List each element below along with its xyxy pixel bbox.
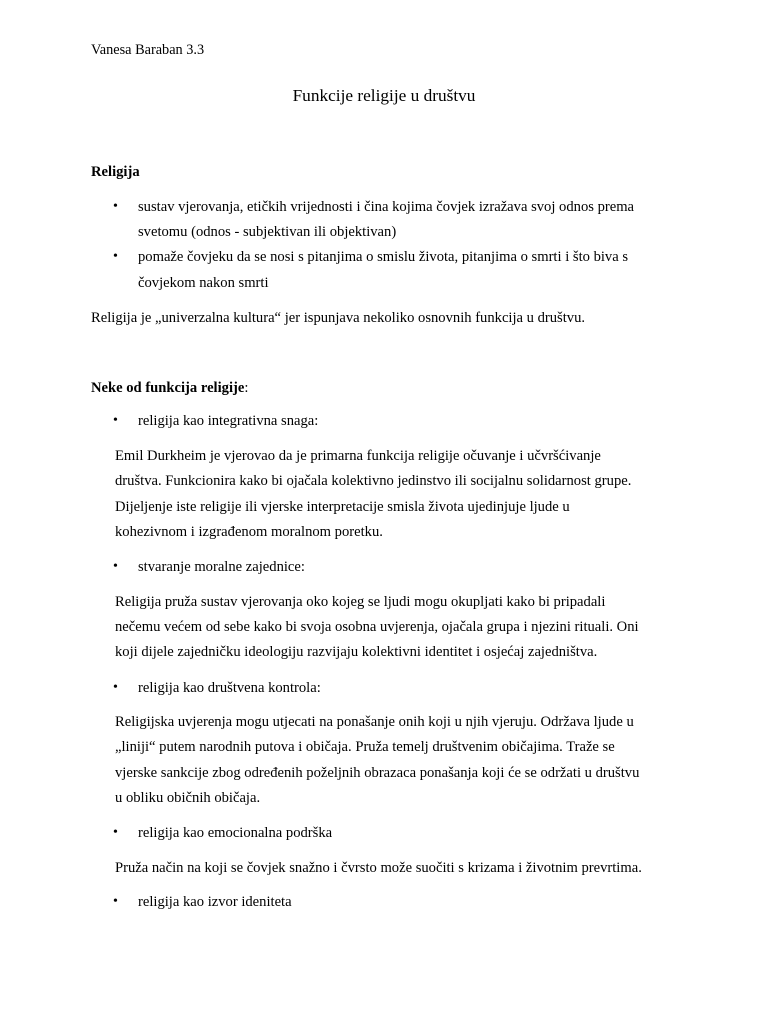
paragraph-line: nečemu većem od sebe kako bi svoja osobna uvjerenja, ojačala grupa i njezini rituali. Oni bbox=[115, 619, 639, 635]
paragraph: Religija je „univerzalna kultura“ jer ispunjava nekoliko osnovnih funkcija u društvu. bbox=[91, 310, 586, 326]
section-heading-religija: Religija bbox=[91, 164, 140, 180]
bullet-icon: • bbox=[113, 894, 118, 909]
paragraph-line: kohezivnom i izgrađenom moralnom poretku. bbox=[115, 524, 383, 540]
list-item-text: religija kao emocionalna podrška bbox=[138, 825, 333, 841]
list-item-text: svetomu (odnos - subjektivan ili objektivan) bbox=[138, 224, 397, 240]
paragraph-line: Pruža način na koji se čovjek snažno i čvrsto može suočiti s krizama i životnim prevrtima. bbox=[115, 860, 642, 876]
author-line: Vanesa Baraban 3.3 bbox=[91, 42, 205, 58]
bullet-icon: • bbox=[113, 249, 118, 264]
bullet-icon: • bbox=[113, 680, 118, 695]
paragraph-line: Emil Durkheim je vjerovao da je primarna funkcija religije očuvanje i učvršćivanje bbox=[115, 448, 601, 464]
heading-suffix: : bbox=[244, 380, 249, 396]
list-item-text: religija kao društvena kontrola: bbox=[138, 680, 321, 696]
list-item-text: čovjekom nakon smrti bbox=[138, 275, 269, 291]
paragraph-line: Dijeljenje iste religije ili vjerske interpretacije smisla života ujedinjuje ljude u bbox=[115, 499, 570, 515]
list-item-text: religija kao izvor ideniteta bbox=[138, 894, 292, 910]
bullet-icon: • bbox=[113, 559, 118, 574]
heading-text: Neke od funkcija religije bbox=[91, 380, 245, 396]
paragraph-line: u obliku običnih običaja. bbox=[115, 790, 261, 806]
bullet-icon: • bbox=[113, 825, 118, 840]
section-heading-functions bbox=[91, 380, 248, 397]
bullet-icon: • bbox=[113, 199, 118, 214]
bullet-icon: • bbox=[113, 413, 118, 428]
list-item-text: sustav vjerovanja, etičkih vrijednosti i čina kojima čovjek izražava svoj odnos prema bbox=[138, 199, 635, 215]
paragraph-line: koji dijele zajedničku ideologiju razvijaju kolektivni identitet i osjećaj zajedništva. bbox=[115, 644, 598, 660]
list-item-text: stvaranje moralne zajednice: bbox=[138, 559, 305, 575]
paragraph-line: Religija pruža sustav vjerovanja oko kojeg se ljudi mogu okupljati kako bi pripadali bbox=[115, 594, 606, 610]
paragraph-line: društva. Funkcionira kako bi ojačala kolektivno jedinstvo ili socijalnu solidarnost grupe. bbox=[115, 473, 632, 489]
paragraph-line: vjerske sankcije zbog određenih poželjnih obrazaca ponašanja koji će se održati u društvu bbox=[115, 765, 640, 781]
paragraph-line: „liniji“ putem narodnih putova i običaja. Pruža temelj društvenim običajima. Traže se bbox=[115, 739, 615, 755]
list-item-text: pomaže čovjeku da se nosi s pitanjima o smislu života, pitanjima o smrti i što biva s bbox=[138, 249, 629, 265]
paragraph-line: Religijska uvjerenja mogu utjecati na ponašanje onih koji u njih vjeruju. Održava ljude u bbox=[115, 714, 634, 730]
list-item-text: religija kao integrativna snaga: bbox=[138, 413, 319, 429]
document-title: Funkcije religije u društvu bbox=[292, 86, 476, 105]
